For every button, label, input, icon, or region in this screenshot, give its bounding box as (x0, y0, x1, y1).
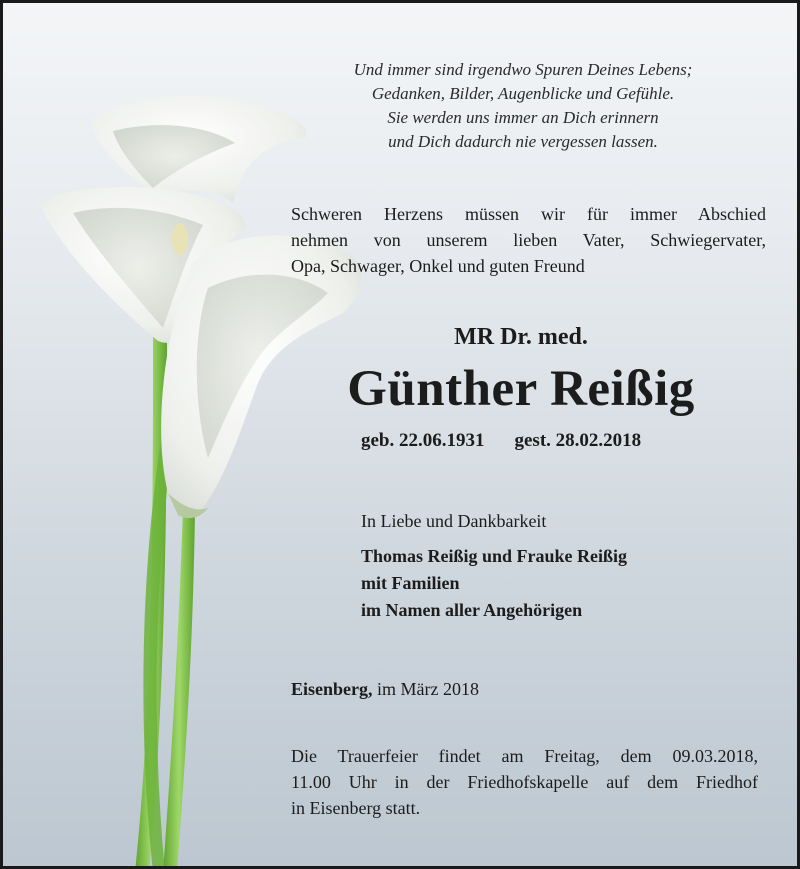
funeral-line: Die Trauerfeier findet am Freitag, dem 09.03.2018, (291, 746, 758, 766)
deceased-title: MR Dr. med. (454, 324, 588, 350)
death-date: gest. 28.02.2018 (514, 430, 642, 451)
announcement-line: Opa, Schwager, Onkel und guten Freund (291, 256, 585, 276)
verse-line: und Dich dadurch nie vergessen lassen. (388, 132, 658, 151)
announcement-line: Schweren Herzens müssen wir für immer Abschied (291, 204, 766, 224)
verse-line: Und immer sind irgendwo Spuren Deines Lebens; (353, 60, 693, 79)
mourner-line: Thomas Reißig und Frauke Reißig (361, 546, 628, 566)
birth-date: geb. 22.06.1931 (361, 430, 485, 451)
date: im März 2018 (377, 679, 479, 699)
deceased-name: Günther Reißig (347, 361, 695, 417)
mourners-intro: In Liebe und Dankbarkeit (361, 511, 547, 531)
funeral-line: 11.00 Uhr in der Friedhofskapelle auf dem Friedhof (291, 772, 758, 792)
place: Eisenberg, (291, 679, 373, 699)
announcement-text (291, 201, 766, 279)
place-date (291, 676, 479, 702)
verse-line: Sie werden uns immer an Dich erinnern (387, 108, 659, 127)
announcement-line: nehmen von unserem lieben Vater, Schwiegervater, (291, 230, 766, 250)
funeral-info (291, 743, 758, 821)
funeral-line: in Eisenberg statt. (291, 798, 421, 818)
memorial-verse (303, 58, 743, 154)
life-dates (361, 428, 641, 454)
mourners-list (361, 543, 627, 624)
mourner-line: im Namen aller Angehörigen (361, 600, 583, 620)
mourner-line: mit Familien (361, 573, 460, 593)
verse-line: Gedanken, Bilder, Augenblicke und Gefühle. (371, 84, 675, 103)
